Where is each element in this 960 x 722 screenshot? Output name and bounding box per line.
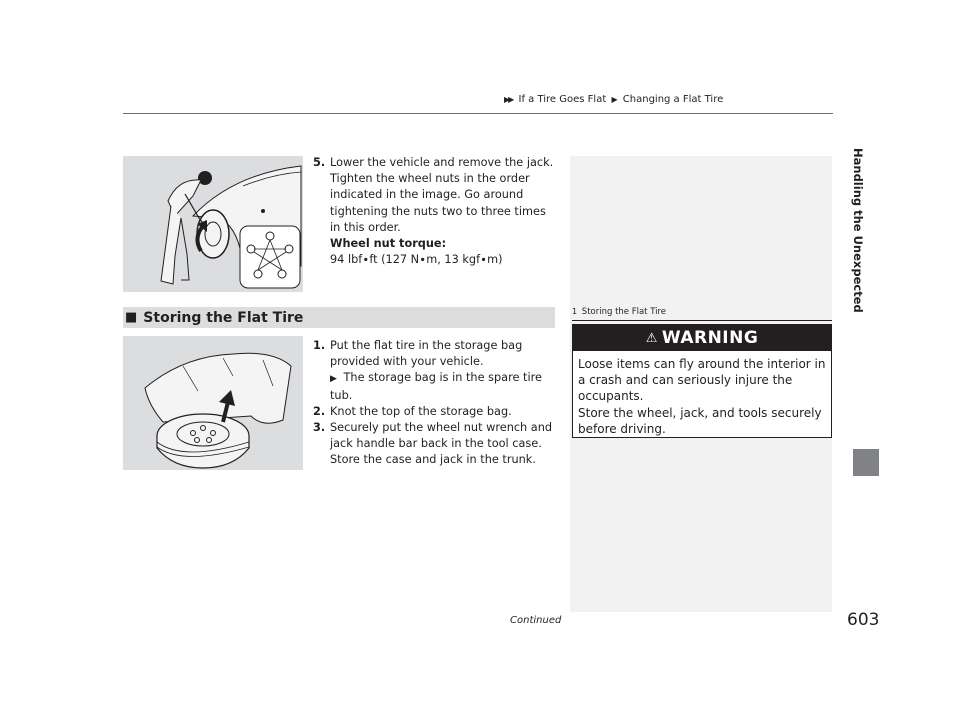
section-title: Storing the Flat Tire bbox=[143, 309, 304, 326]
torque-label: Wheel nut torque: bbox=[330, 237, 447, 251]
warning-text: Loose items can fly around the interior in a crash and can seriously injure the occupants. Store the wheel, jack, and tools securely before driving. bbox=[578, 357, 826, 436]
step-number: 3. bbox=[313, 421, 326, 435]
note-heading bbox=[572, 307, 832, 321]
breadcrumb-item: Changing a Flat Tire bbox=[622, 94, 724, 105]
header-divider bbox=[123, 113, 833, 114]
section-marker-icon: ■ bbox=[125, 310, 138, 325]
step-5 bbox=[313, 155, 558, 268]
storing-step-1 bbox=[313, 338, 563, 404]
continued-label: Continued bbox=[510, 615, 562, 626]
breadcrumb-arrow-icon: ▶▶ bbox=[504, 95, 513, 104]
page-number: 603 bbox=[847, 610, 880, 630]
side-tab-label: Handling the Unexpected bbox=[851, 148, 865, 313]
warning-box bbox=[572, 324, 832, 438]
warning-header bbox=[573, 325, 831, 351]
storage-bag-illustration bbox=[123, 336, 303, 470]
wheel-nut-figure bbox=[123, 156, 303, 292]
torque-value: 94 lbf∙ft (127 N∙m, 13 kgf∙m) bbox=[330, 253, 503, 267]
sub-point-arrow-icon: ▶ bbox=[330, 374, 337, 385]
breadcrumb bbox=[504, 94, 844, 105]
storage-bag-figure bbox=[123, 336, 303, 470]
breadcrumb-separator-icon: ▶ bbox=[611, 95, 618, 104]
wheel-nut-illustration bbox=[123, 156, 303, 292]
storing-step-2 bbox=[313, 404, 563, 420]
warning-triangle-icon: ⚠ bbox=[645, 330, 658, 346]
section-heading bbox=[123, 307, 555, 328]
step-text: Put the flat tire in the storage bag provided with your vehicle. bbox=[330, 339, 523, 369]
breadcrumb-item: If a Tire Goes Flat bbox=[518, 94, 607, 105]
step-number: 5. bbox=[313, 156, 326, 169]
note-marker-icon: 1 bbox=[572, 307, 578, 316]
step-text: Knot the top of the storage bag. bbox=[330, 404, 512, 418]
storing-steps bbox=[313, 338, 563, 469]
warning-label: WARNING bbox=[661, 328, 759, 348]
step-text: Lower the vehicle and remove the jack. bbox=[330, 156, 554, 169]
step-number: 1. bbox=[313, 339, 326, 352]
step-number: 2. bbox=[313, 404, 326, 418]
note-title: Storing the Flat Tire bbox=[581, 307, 667, 317]
step-text: Securely put the wheel nut wrench and jack handle bar back in the tool case. Store the case and jack in the trunk. bbox=[330, 421, 553, 467]
step-text: Tighten the wheel nuts in the order indicated in the image. Go around tightening the nuts two to three times in this order. bbox=[330, 172, 546, 234]
side-tab-marker bbox=[853, 449, 879, 476]
step-subtext: The storage bag is in the spare tire tub. bbox=[330, 371, 542, 402]
storing-step-3 bbox=[313, 420, 563, 469]
